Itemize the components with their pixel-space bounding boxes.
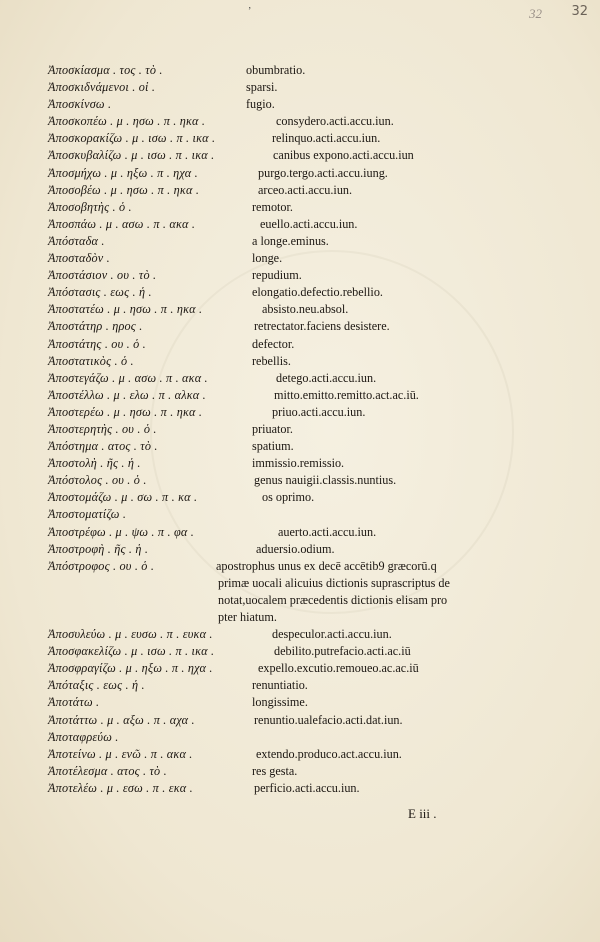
latin-gloss: mitto.emitto.remitto.act.ac.iū. <box>274 387 419 402</box>
greek-headword: Ἀπόστημα . ατος . τὸ . <box>48 439 158 454</box>
greek-headword: Ἀποσοβητὴς . ὁ . <box>48 199 132 214</box>
dictionary-entry <box>48 694 568 711</box>
greek-headword: Ἀποστέλλω . μ . ελω . π . αλκα . <box>48 387 206 402</box>
gloss-continuation-line: notat,uocalem præcedentis dictionis elisam pro <box>218 592 448 607</box>
greek-headword: Ἀπόστροφος . ου . ὁ . <box>48 558 155 573</box>
greek-headword: Ἀποσοβέω . μ . ησω . π . ηκα . <box>48 182 200 197</box>
latin-gloss: despeculor.acti.accu.iun. <box>272 627 392 642</box>
dictionary-entry <box>48 541 568 558</box>
greek-headword: Ἀποστερητὴς . ου . ὁ . <box>48 421 157 436</box>
greek-headword: Ἀποσυλεύω . μ . ευσω . π . ευκα . <box>48 627 213 642</box>
greek-headword: Ἀποστροφὴ . ῆς . ἡ . <box>48 541 149 556</box>
dictionary-entry <box>48 712 568 729</box>
entry-list-continued <box>48 626 568 797</box>
latin-gloss: purgo.tergo.acti.accu.iung. <box>258 165 388 180</box>
dictionary-entry <box>48 353 568 370</box>
latin-gloss: priuator. <box>252 421 293 436</box>
gloss-continuation-line: pter hiatum. <box>218 610 277 624</box>
latin-gloss: defector. <box>252 336 295 351</box>
signature-mark: E iii . <box>408 806 437 821</box>
greek-headword: Ἀποσκίασμα . τος . τὸ . <box>48 63 163 77</box>
latin-gloss: retrectator.faciens desistere. <box>254 319 390 334</box>
dictionary-entry <box>48 421 568 438</box>
latin-gloss: res gesta. <box>252 763 298 778</box>
dictionary-entry <box>48 182 568 199</box>
latin-gloss: euello.acti.accu.iun. <box>260 216 358 231</box>
latin-gloss: renuntiatio. <box>252 678 308 693</box>
greek-headword: Ἀποστάσιον . ου . τὸ . <box>48 268 157 283</box>
latin-gloss: debilito.putrefacio.acti.ac.iū <box>274 644 411 659</box>
dictionary-entry <box>48 506 568 523</box>
latin-gloss: absisto.neu.absol. <box>262 302 349 317</box>
greek-headword: Ἀποστοματίζω . <box>48 507 127 522</box>
latin-gloss: elongatio.defectio.rebellio. <box>252 285 383 300</box>
latin-gloss: relinquo.acti.accu.iun. <box>272 131 381 146</box>
dictionary-entry <box>48 62 568 79</box>
latin-gloss: a longe.eminus. <box>252 233 329 248</box>
dictionary-entry <box>48 729 568 746</box>
greek-headword: Ἀπόσταδα . <box>48 233 105 248</box>
dictionary-entry <box>48 301 568 318</box>
dictionary-entry <box>48 336 568 353</box>
latin-gloss: aduersio.odium. <box>256 541 335 556</box>
greek-headword: Ἀποσμήχω . μ . ηξω . π . ηχα . <box>48 165 198 180</box>
dictionary-entry <box>48 370 568 387</box>
pencil-folio-number: 32 <box>529 6 542 21</box>
latin-gloss: consydero.acti.accu.iun. <box>276 114 394 129</box>
dictionary-entry <box>48 250 568 267</box>
latin-gloss: detego.acti.accu.iun. <box>276 370 377 385</box>
dictionary-entry <box>48 113 568 130</box>
latin-gloss: longe. <box>252 251 283 266</box>
dictionary-entry <box>48 79 568 96</box>
latin-gloss: os oprimo. <box>262 490 315 505</box>
dictionary-entry <box>48 216 568 233</box>
greek-headword: Ἀποστερέω . μ . ησω . π . ηκα . <box>48 404 203 419</box>
latin-gloss: spatium. <box>252 439 294 454</box>
latin-gloss: repudium. <box>252 268 302 283</box>
latin-gloss: expello.excutio.remoueo.ac.ac.iū <box>258 661 419 676</box>
dictionary-entry <box>48 284 568 301</box>
greek-headword: Ἀποσφραγίζω . μ . ηξω . π . ηχα . <box>48 661 213 676</box>
dictionary-entry <box>48 96 568 113</box>
dictionary-entries <box>48 62 568 797</box>
greek-headword: Ἀποταφρεύω . <box>48 729 119 744</box>
latin-gloss: perficio.acti.accu.iun. <box>254 780 360 795</box>
greek-headword: Ἀποστατέω . μ . ησω . π . ηκα . <box>48 302 203 317</box>
latin-gloss: sparsi. <box>246 80 278 95</box>
dictionary-entry <box>48 387 568 404</box>
greek-headword: Ἀποσφακελίζω . μ . ισω . π . ικα . <box>48 644 215 659</box>
greek-headword: Ἀποστομάζω . μ . σω . π . κα . <box>48 490 198 505</box>
dictionary-entry <box>48 267 568 284</box>
dictionary-entry <box>48 489 568 506</box>
greek-headword: Ἀποσταδὸν . <box>48 251 110 266</box>
latin-gloss: arceo.acti.accu.iun. <box>258 182 353 197</box>
greek-headword: Ἀποσκυβαλίζω . μ . ισω . π . ικα . <box>48 148 215 163</box>
dictionary-entry <box>48 660 568 677</box>
latin-gloss: immissio.remissio. <box>252 456 345 471</box>
dictionary-entry <box>48 404 568 421</box>
latin-gloss: canibus expono.acti.accu.iun <box>273 148 414 163</box>
greek-headword: Ἀποτάττω . μ . αξω . π . αχα . <box>48 712 195 727</box>
latin-gloss: priuo.acti.accu.iun. <box>272 404 366 419</box>
dictionary-entry <box>48 455 568 472</box>
dictionary-entry <box>48 626 568 643</box>
greek-headword: Ἀποσκίνσω . <box>48 97 112 112</box>
greek-headword: Ἀποστάτηρ . ηρος . <box>48 319 143 334</box>
greek-headword: Ἀποσκοπέω . μ . ησω . π . ηκα . <box>48 114 206 129</box>
dictionary-entry <box>48 558 568 575</box>
latin-gloss: remotor. <box>252 199 293 214</box>
dictionary-entry <box>48 165 568 182</box>
dictionary-entry <box>48 438 568 455</box>
greek-headword: Ἀπόστολος . ου . ὁ . <box>48 473 147 488</box>
latin-gloss: fugio. <box>246 97 275 112</box>
dictionary-entry <box>48 780 568 797</box>
greek-headword: Ἀποστολὴ . ῆς . ἡ . <box>48 456 141 471</box>
greek-headword: Ἀποσπάω . μ . ασω . π . ακα . <box>48 216 196 231</box>
greek-headword: Ἀποστάτης . ου . ὁ . <box>48 336 146 351</box>
latin-gloss: apostrophus unus ex decē accētib9 græcorū.q <box>216 558 437 573</box>
greek-headword: Ἀποστρέφω . μ . ψω . π . φα . <box>48 524 195 539</box>
latin-gloss: longissime. <box>252 695 308 710</box>
dictionary-entry <box>48 318 568 335</box>
dictionary-entry <box>48 524 568 541</box>
greek-headword: Ἀποσκορακίζω . μ . ισω . π . ικα . <box>48 131 216 146</box>
greek-headword: Ἀποσκιδνάμενοι . οἱ . <box>48 80 156 95</box>
greek-headword: Ἀποστεγάζω . μ . ασω . π . ακα . <box>48 370 208 385</box>
latin-gloss: extendo.produco.act.accu.iun. <box>256 746 402 761</box>
greek-headword: Ἀποτάτω . <box>48 695 100 710</box>
dictionary-entry <box>48 763 568 780</box>
gloss-continuation-line: primæ uocali alicuius dictionis suprascriptus de <box>218 575 450 590</box>
dictionary-entry <box>48 643 568 660</box>
greek-headword: Ἀποτελέω . μ . εσω . π . εκα . <box>48 780 193 795</box>
latin-gloss: auerto.acti.accu.iun. <box>278 524 377 539</box>
greek-headword: Ἀποτείνω . μ . ενῶ . π . ακα . <box>48 746 193 761</box>
latin-gloss: genus nauigii.classis.nuntius. <box>254 473 397 488</box>
dictionary-entry <box>48 233 568 250</box>
latin-gloss: obumbratio. <box>246 63 306 77</box>
dictionary-entry <box>48 677 568 694</box>
greek-headword: Ἀποτέλεσμα . ατος . τὸ . <box>48 763 167 778</box>
dictionary-entry <box>48 746 568 763</box>
latin-gloss: rebellis. <box>252 353 291 368</box>
greek-headword: Ἀπόστασις . εως . ἡ . <box>48 285 152 300</box>
stray-mark: ʼ <box>248 6 252 17</box>
dictionary-entry <box>48 147 568 164</box>
entry-list <box>48 62 568 575</box>
latin-gloss: renuntio.ualefacio.acti.dat.iun. <box>254 712 403 727</box>
dictionary-entry <box>48 130 568 147</box>
greek-headword: Ἀποστατικὸς . ὁ . <box>48 353 134 368</box>
greek-headword: Ἀπόταξις . εως . ἡ . <box>48 678 145 693</box>
folio-number: 32 <box>571 4 588 19</box>
dictionary-entry <box>48 199 568 216</box>
entry-continuation <box>48 575 568 626</box>
dictionary-entry <box>48 472 568 489</box>
